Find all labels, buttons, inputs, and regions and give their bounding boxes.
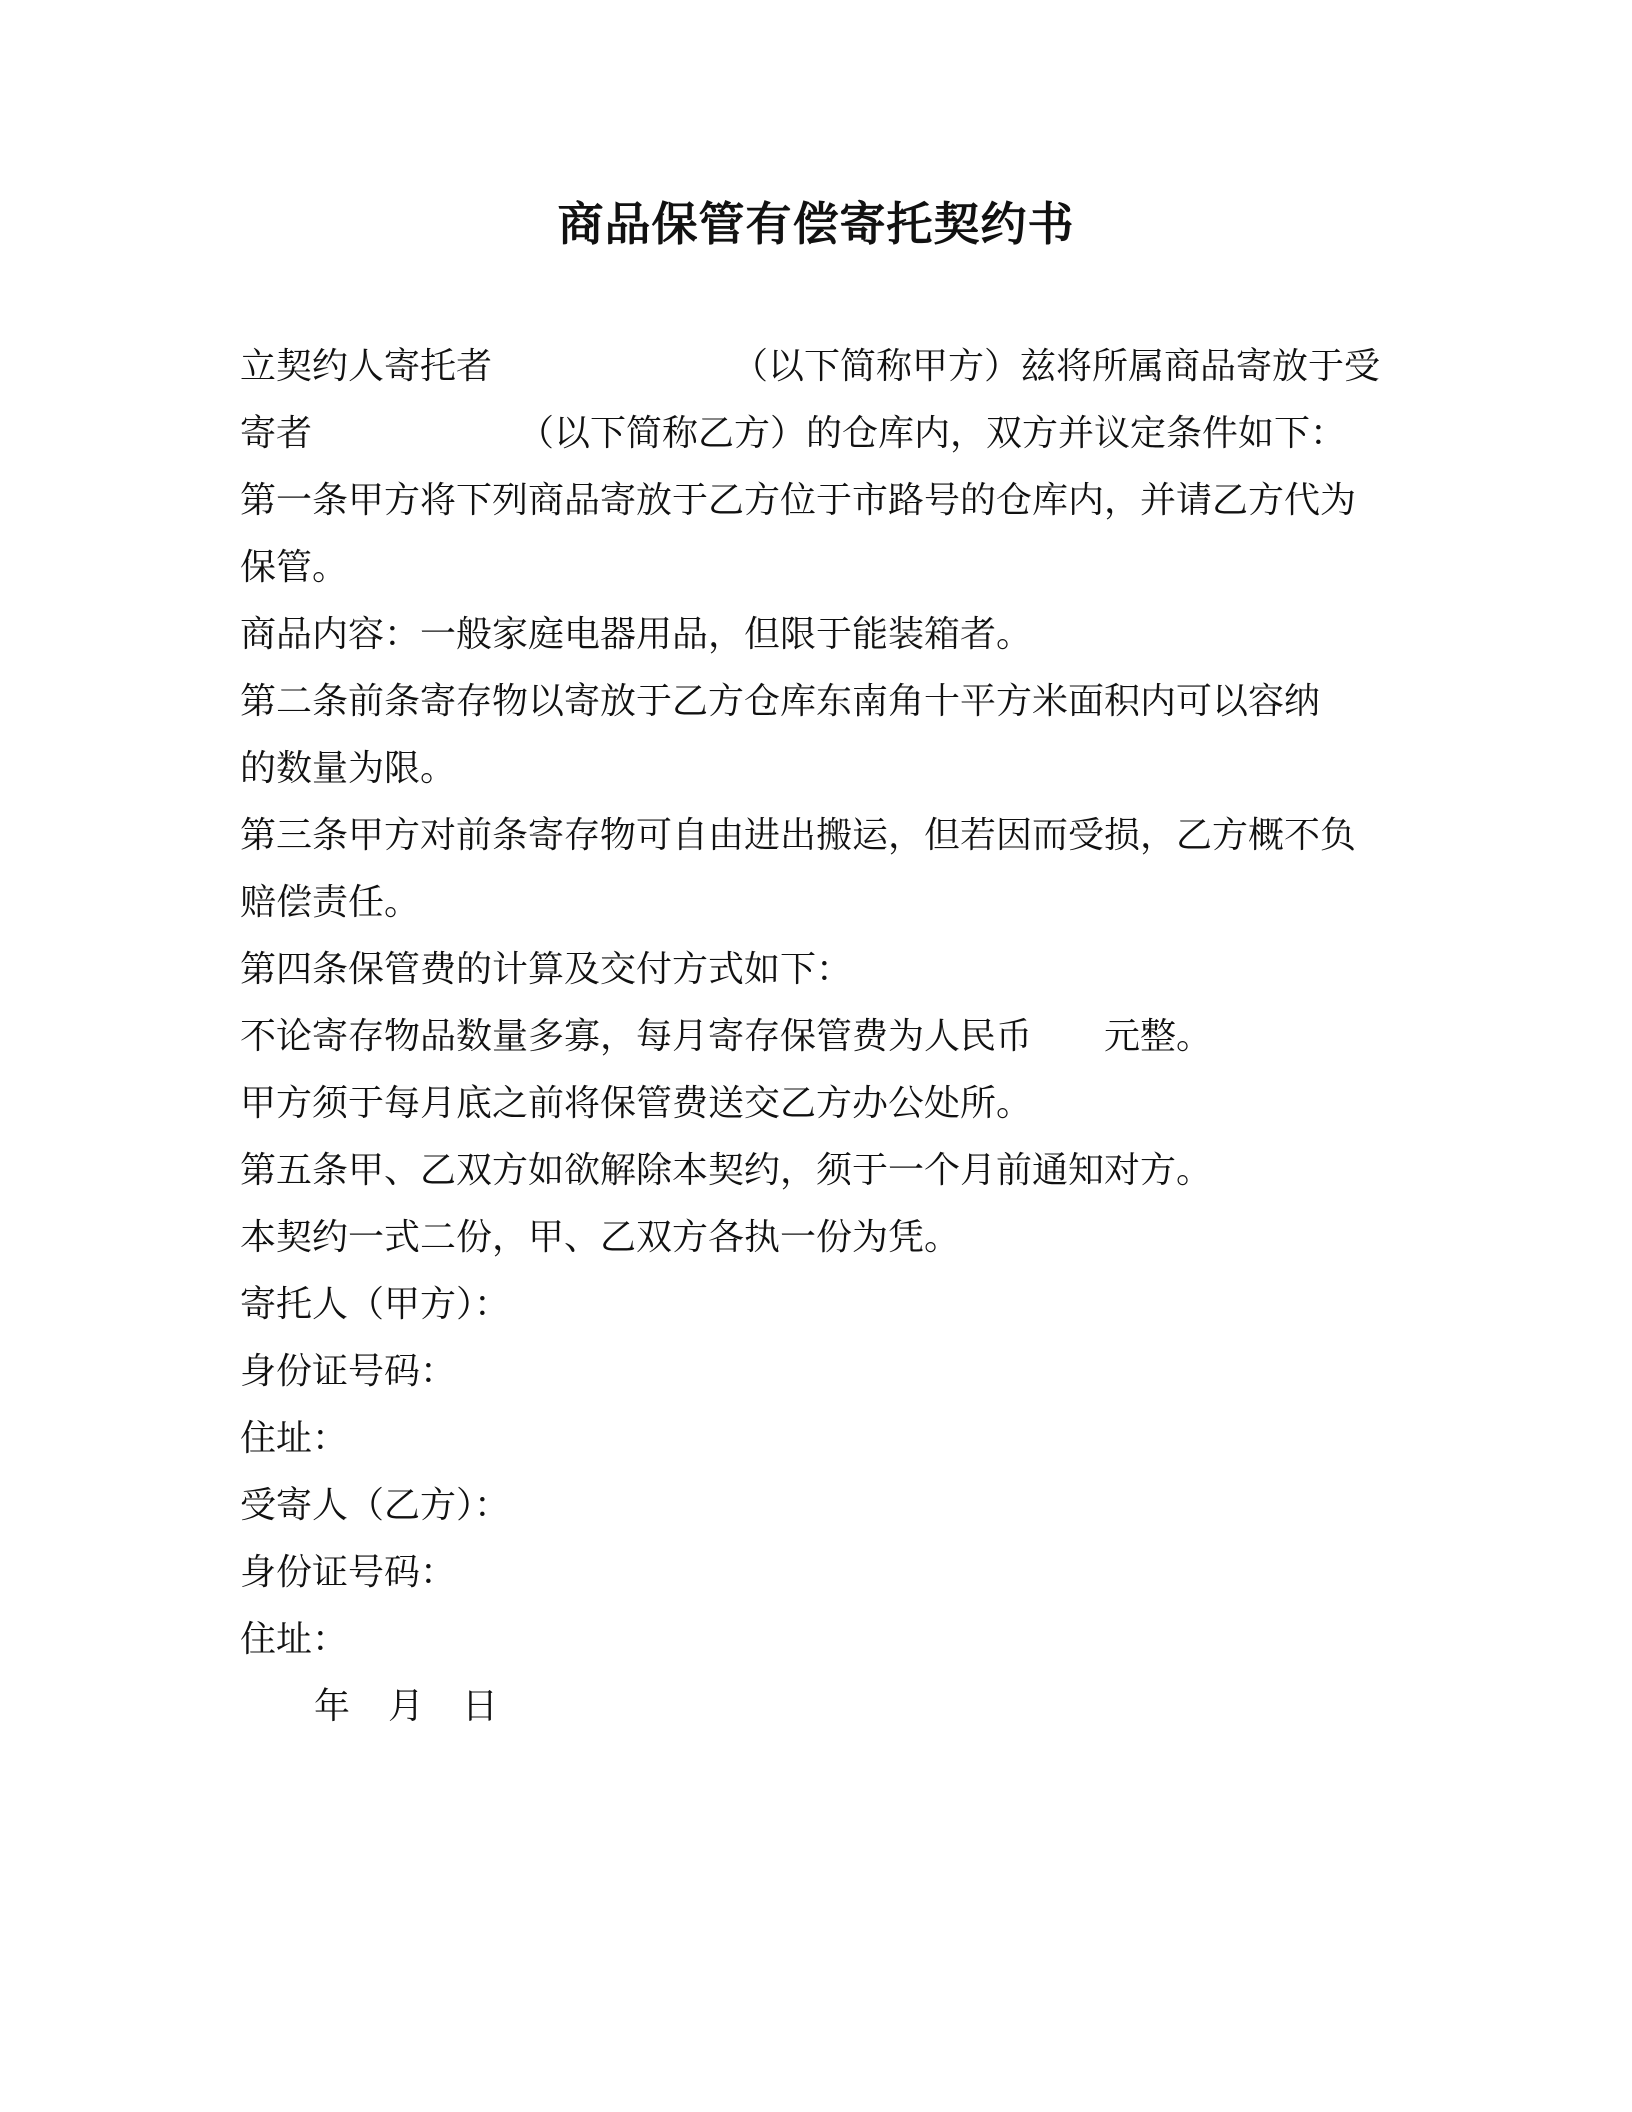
article-2-line-1: 第二条前条寄存物以寄放于乙方仓库东南角十平方米面积内可以容纳 — [240, 681, 1321, 722]
date-line — [314, 1683, 498, 1731]
article-1-line-1: 第一条甲方将下列商品寄放于乙方位于市路号的仓库内，并请乙方代为 — [240, 480, 1357, 521]
copies-clause: 本契约一式二份，甲、乙双方各执一份为凭。 — [240, 1217, 961, 1258]
party-b-id-label: 身份证号码： — [240, 1552, 457, 1593]
article-2-line-2: 的数量为限。 — [240, 748, 457, 789]
intro-1a: 立契约人寄托者 — [240, 346, 493, 387]
fee-a: 不论寄存物品数量多寡，每月寄存保管费为人民币 — [240, 1016, 1033, 1057]
party-a-label: 寄托人（甲方）： — [240, 1284, 511, 1325]
date-day: 日 — [462, 1686, 499, 1727]
article-1-line-2: 保管。 — [240, 547, 349, 588]
fee-b: 元整。 — [1104, 1016, 1213, 1057]
intro-line-2 — [240, 410, 1346, 458]
article-3-line-1: 第三条甲方对前条寄存物可自由进出搬运，但若因而受损，乙方概不负 — [240, 815, 1357, 856]
article-5: 第五条甲、乙双方如欲解除本契约，须于一个月前通知对方。 — [240, 1150, 1213, 1191]
goods-content: 商品内容：一般家庭电器用品，但限于能装箱者。 — [240, 614, 1033, 655]
intro-2b: （以下简称乙方）的仓库内，双方并议定条件如下： — [518, 413, 1347, 454]
intro-1b: （以下简称甲方）兹将所属商品寄放于受 — [732, 346, 1381, 387]
article-4-line-1: 第四条保管费的计算及交付方式如下： — [240, 949, 853, 990]
party-b-address-label: 住址： — [240, 1619, 349, 1660]
party-b-label: 受寄人（乙方）： — [240, 1485, 511, 1526]
fee-line — [240, 1013, 1212, 1061]
fee-payment: 甲方须于每月底之前将保管费送交乙方办公处所。 — [240, 1083, 1033, 1124]
article-3-line-2: 赔偿责任。 — [240, 882, 421, 923]
document-title: 商品保管有偿寄托契约书 — [557, 197, 1075, 251]
date-year: 年 — [314, 1686, 351, 1727]
party-a-address-label: 住址： — [240, 1418, 349, 1459]
intro-2a: 寄者 — [240, 413, 313, 454]
intro-line-1 — [240, 343, 1380, 391]
party-a-id-label: 身份证号码： — [240, 1351, 457, 1392]
date-month: 月 — [388, 1686, 425, 1727]
